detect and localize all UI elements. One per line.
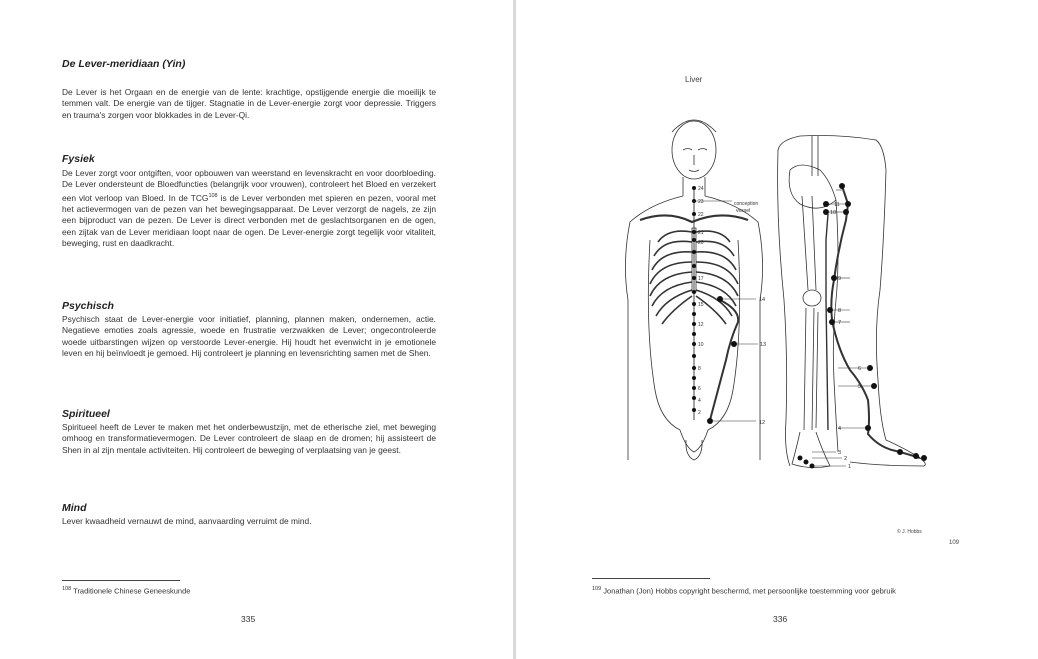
cv-label-8: 8 [698, 366, 701, 372]
point-foot-c [921, 455, 927, 461]
label-4: 4 [838, 426, 842, 432]
cv-label-21: 21 [698, 230, 704, 236]
heading-spiritueel: Spiritueel [62, 408, 110, 420]
footnote-number-right: 109 [592, 586, 602, 592]
liver-meridian-leg-path [798, 183, 928, 470]
cv-label-2: 2 [698, 410, 701, 416]
label-2: 2 [844, 456, 848, 462]
point-liv1 [810, 464, 815, 469]
point-foot-b [913, 453, 919, 459]
point-liv2 [804, 460, 809, 465]
cv-label-6: 6 [698, 386, 701, 392]
footnote-109 [592, 586, 896, 596]
paragraph-psychisch: Psychisch staat de Lever-energie voor initiatief, planning, plannen maken, ondernemen, actie. Negatieve emoties zoals agressie, woede en frustratie verzwakken de Lever; ongecontroleerde woede uitbarstingen wijzen op verstoorde Lever-energie. Hij houdt het evenwicht in je emotionele leven en hij beïnvloedt je gemoed. Hij controleert je planning en levensrichting samen met de Shen. [62, 314, 436, 359]
paragraph-mind: Lever kwaadheid vernauwt de mind, aanvaarding verruimt de mind. [62, 516, 312, 526]
label-conception: conception [734, 201, 759, 207]
label-13: 13 [760, 342, 767, 348]
fysiek-text-part2: is de Lever verbonden met spieren en pezen, vooral met het actievermogen van de pezen van het bewegingsapparaat. De Lever verzorgt de nagels, ze zijn een bijproduct van de pezen. De Lever is direct verbonden met de geslachtsorganen en de ogen, een zijtak van de Lever meridiaan loopt naar de ogen. De Lever-energie zorgt tegelijk voor vitaliteit, beweging, rust en daadkracht. [62, 192, 437, 249]
footnote-text-right: Jonathan (Jon) Hobbs copyright beschermd, met persoonlijke toestemming voor gebruik [601, 586, 896, 596]
footnote-text: Traditionele Chinese Geneeskunde [71, 586, 191, 596]
point-liv3 [798, 456, 803, 461]
footnote-number: 108 [62, 586, 72, 592]
heading-psychisch: Psychisch [62, 300, 114, 312]
label-vessel: vessel [736, 208, 751, 214]
label-3: 3 [838, 450, 842, 456]
label-7: 7 [838, 320, 842, 326]
footnote-separator-right [592, 578, 710, 579]
figure-footnote-ref: 109 [949, 540, 960, 546]
label-10: 10 [830, 210, 837, 216]
cv-label-17: 17 [698, 276, 704, 282]
intro-paragraph: De Lever is het Orgaan en de energie van de lente: krachtige, opstijgende energie die moeilijk te temmen valt. De energie van de tijger. Stagnatie in de Lever-energie zorgt voor depressie. Triggers en trauma's zorgen voor blokkades in de Lever-Qi. [62, 87, 436, 120]
heading-mind: Mind [62, 502, 87, 514]
leg-figure-outline [778, 136, 926, 468]
paragraph-spiritueel: Spiritueel heeft de Lever te maken met het onderbewustzijn, met de etherische ziel, met beweging omhoog en transformatievermogen. De Lever controleert de slaap en de dromen; hij assisteert de Shen in al zijn mentale activiteiten. Hij controleert de beweging of verplaatsing van je geest. [62, 422, 436, 455]
figure-credit: © J. Hobbs [897, 529, 922, 535]
point-foot-a [897, 449, 903, 455]
cv-label-20: 20 [698, 240, 704, 246]
footnote-ref-108: 108 [208, 192, 218, 199]
cv-label-23: 23 [698, 199, 704, 205]
heading-fysiek: Fysiek [62, 153, 95, 165]
label-9: 9 [838, 276, 842, 282]
label-12: 12 [759, 420, 766, 426]
label-5: 5 [858, 384, 862, 390]
label-14: 14 [759, 297, 766, 303]
label-1: 1 [848, 464, 852, 470]
label-6: 6 [858, 366, 862, 372]
cv-label-4: 4 [698, 398, 701, 404]
cv-label-15: 15 [698, 302, 704, 308]
point-liv12-leg [839, 183, 845, 189]
chapter-title: De Lever-meridiaan (Yin) [62, 58, 186, 70]
fysiek-text-part1: De Lever zorgt voor ontgiften, voor opbouwen van weerstand en levenskracht en voor doorbloeding. De Lever ondersteunt de Bloedfuncties (belangrijk voor vrouwen), controleert het Bloed en verzekert een vlot verloop van Bloed. In de TCG [62, 168, 436, 203]
cv-label-10: 10 [698, 342, 704, 348]
page-number-left: 335 [241, 614, 256, 624]
figure-title: Liver [685, 75, 703, 84]
cv-label-12: 12 [698, 322, 704, 328]
page-number-right: 336 [773, 614, 788, 624]
label-8: 8 [838, 308, 842, 314]
cv-label-24: 24 [698, 186, 704, 192]
cv-label-22: 22 [698, 212, 704, 218]
label-11: 11 [834, 202, 840, 208]
